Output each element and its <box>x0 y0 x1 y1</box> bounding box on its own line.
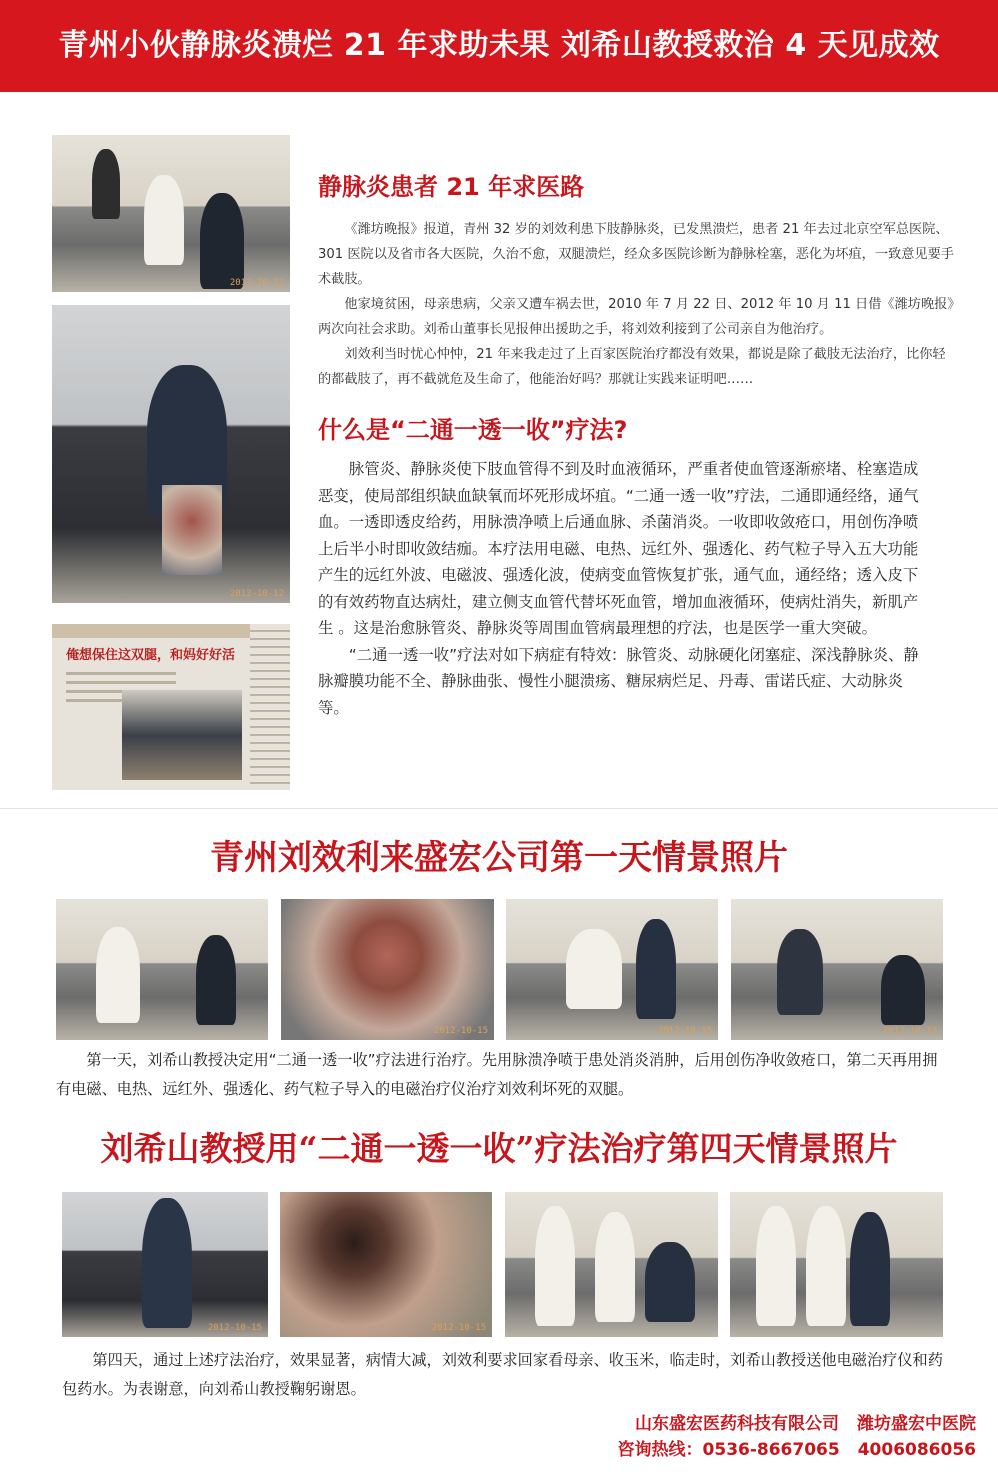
figure-visitor <box>92 149 120 219</box>
banner-title: 青州小伙静脉炎溃烂 21 年求助未果 刘希山教授救治 4 天见成效 <box>58 28 940 63</box>
day1-photo-2 <box>281 899 494 1040</box>
hotline-number-2: 4006086056 <box>857 1440 976 1460</box>
figure-doctor <box>144 175 184 265</box>
figure-patient <box>850 1212 890 1326</box>
section2-heading: 什么是“二通一透一收”疗法? <box>318 416 628 444</box>
day1-photo-1 <box>56 899 268 1040</box>
photo-date: 2012-10-15 <box>657 1026 712 1036</box>
section1-paragraph: 《潍坊晚报》报道，青州 32 岁的刘效利患下肢静脉炎，已发黑溃烂，患者 21 年去过北京空军总医院、301 医院以及省市各大医院，久治不愈，双腿溃烂，经众多医院诊断为静脉栓塞，恶化为坏疽，一致意见要手术截肢。 <box>318 222 954 287</box>
figure-doctor <box>777 929 823 1015</box>
figure-doctor <box>756 1206 796 1326</box>
photo-date: 2012-10-13 <box>882 1026 937 1036</box>
newspaper-photo <box>122 690 242 780</box>
day4-caption <box>62 1346 948 1404</box>
footer-phone-line <box>617 1437 976 1463</box>
day1-title: 青州刘效利来盛宏公司第一天情景照片 <box>210 838 788 878</box>
day4-photo-2 <box>280 1192 492 1337</box>
newspaper-clip <box>52 624 290 790</box>
top-banner <box>0 0 998 92</box>
figure-patient <box>200 193 244 289</box>
newspaper-headline: 俺想保住这双腿，和妈好好活 <box>66 648 236 663</box>
figure-doctor <box>566 929 622 1009</box>
hotline-number-1: 0536-8667065 <box>702 1440 840 1460</box>
section2-paragraph: 脉管炎、静脉炎使下肢血管得不到及时血液循环，严重者使血管逐渐瘀堵、栓塞造成恶变，使局部组织缺血缺氧而坏死形成坏疽。“二通一透一收”疗法，二通即通经络，通气血。一透即透皮给药，用脉溃净喷上后通血脉、杀菌消炎。一收即收敛疮口，用创伤净喷上后半小时即收敛结痂。本疗法用电磁、电热、远红外、强透化、药气粒子导入五大功能产生的远红外波、电磁波、强透化波，使病变血管恢复扩张，通气血，通经络；透入皮下的有效药物直达病灶，建立侧支血管代替坏死血管，增加血液循环，使病灶消失，新肌产生 。这是治愈脉管炎、静脉炎等周围血管病最理想的疗法，也是医学一重大突破。 <box>318 460 919 637</box>
wound-area <box>162 485 222 575</box>
figure-patient-seated <box>142 1198 192 1328</box>
visit-photo <box>52 135 290 292</box>
photo-date: 2012-10-12 <box>229 589 284 599</box>
figure-patient-bowing <box>645 1242 695 1322</box>
section1-paragraph: 他家境贫困，母亲患病，父亲又遭车祸去世，2010 年 7 月 22 日、2012 年 10 月 11 日借《潍坊晚报》两次向社会求助。刘希山董事长见报伸出援助之手，将刘效利接到了公司亲自为他治疗。 <box>318 297 954 337</box>
day4-photo-4 <box>730 1192 943 1337</box>
section2-paragraph: “二通一透一收”疗法对如下病症有特效：脉管炎、动脉硬化闭塞症、深浅静脉炎、静脉瓣膜功能不全、静脉曲张、慢性小腿溃疡、糖尿病烂足、丹毒、雷诺氏症、大动脉炎等。 <box>318 645 919 717</box>
hotline-label: 咨询热线： <box>617 1440 703 1460</box>
day4-title: 刘希山教授用“二通一透一收”疗法治疗第四天情景照片 <box>100 1129 898 1168</box>
photo-date: 2012-10-12 <box>229 278 284 288</box>
hospital-name: 潍坊盛宏中医院 <box>857 1414 976 1434</box>
figure-staff <box>806 1206 846 1326</box>
patient-photo <box>52 305 290 603</box>
figure-staff <box>595 1212 635 1322</box>
day4-caption-text: 第四天，通过上述疗法治疗，效果显著，病情大减，刘效利要求回家看母亲、收玉米，临走时，刘希山教授送他电磁治疗仪和药包药水。为表谢意，向刘希山教授鞠躬谢恩。 <box>62 1351 943 1398</box>
section1-heading: 静脉炎患者 21 年求医路 <box>318 173 585 201</box>
photo-date: 2012-10-15 <box>433 1026 488 1036</box>
figure-patient <box>881 955 925 1025</box>
photo-date: 2012-10-15 <box>431 1323 486 1333</box>
section2-body <box>318 456 930 721</box>
section-divider <box>0 808 998 809</box>
footer-org-line <box>617 1411 976 1437</box>
day1-photo-4 <box>731 899 943 1040</box>
day1-caption-text: 第一天，刘希山教授决定用“二通一透一收”疗法进行治疗。先用脉溃净喷于患处消炎消肿，后用创伤净收敛疮口，第二天再用拥有电磁、电热、远红外、强透化、药气粒子导入的电磁治疗仪治疗刘效利坏死的双腿。 <box>56 1051 938 1098</box>
section1-body <box>318 217 958 392</box>
photo-date: 2012-10-15 <box>207 1323 262 1333</box>
company-name: 山东盛宏医药科技有限公司 <box>635 1414 839 1434</box>
newspaper-side-column <box>250 624 290 790</box>
section1-paragraph: 刘效利当时忧心忡忡，21 年来我走过了上百家医院治疗都没有效果，都说是除了截肢无法治疗，比你轻的都截肢了，再不截就危及生命了，他能治好吗？那就让实践来证明吧…… <box>318 347 946 387</box>
figure-doctor <box>535 1206 575 1326</box>
footer-contact <box>617 1411 976 1463</box>
figure-patient <box>196 935 236 1025</box>
figure-patient <box>636 919 676 1019</box>
day4-photo-1 <box>62 1192 268 1337</box>
figure-doctor <box>96 927 140 1023</box>
day4-photo-3 <box>505 1192 718 1337</box>
day1-photo-3 <box>506 899 718 1040</box>
day1-caption <box>56 1046 948 1104</box>
